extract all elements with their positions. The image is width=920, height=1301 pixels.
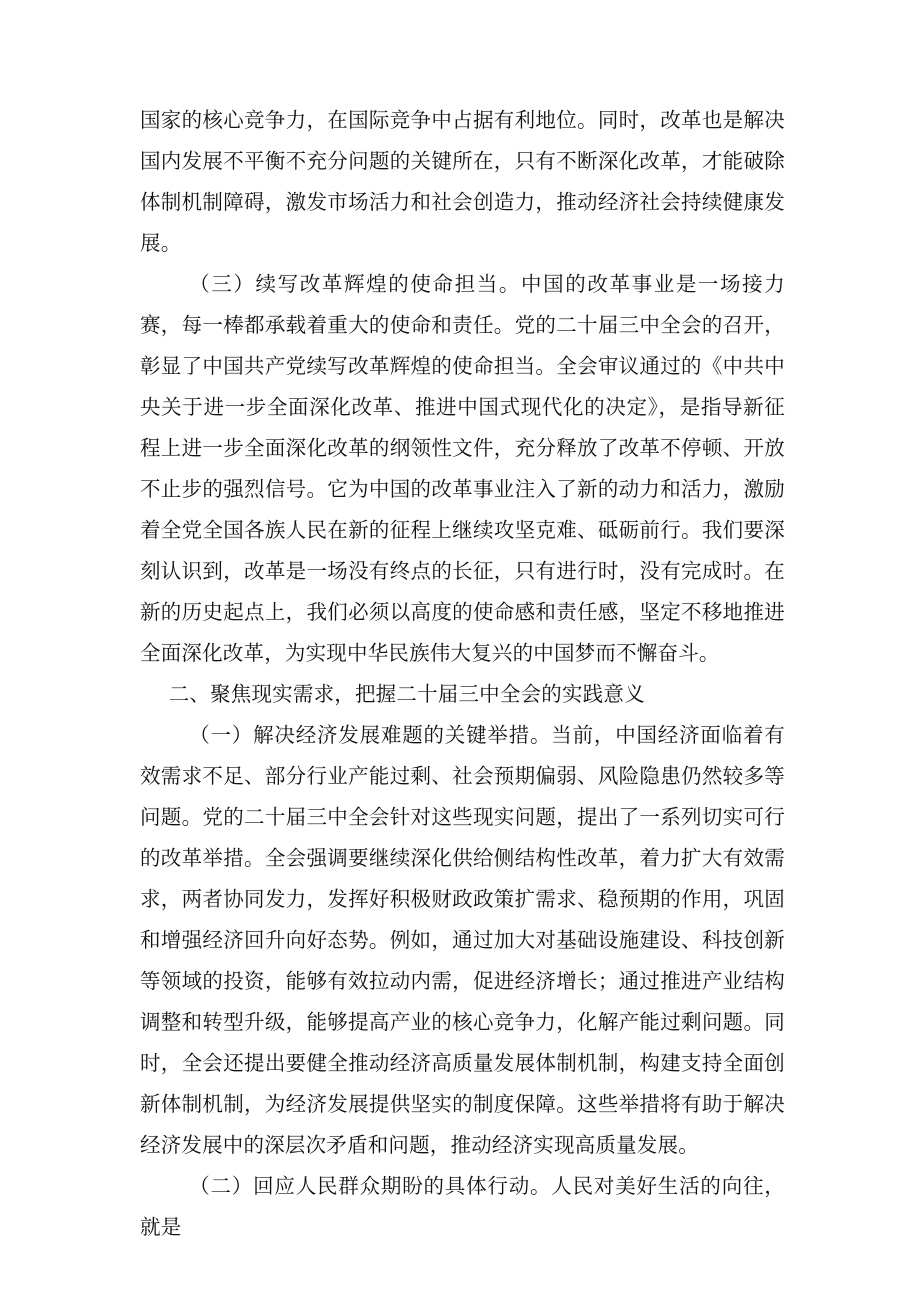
paragraph-section-3: （三）续写改革辉煌的使命担当。中国的改革事业是一场接力赛，每一棒都承载着重大的使命和责任。党的二十届三中全会的召开，彰显了中国共产党续写改革辉煌的使命担当。全会审议通过的《中共中央关于进一步全面深化改革、推进中国式现代化的决定》，是指导新征程上进一步全面深化改革的纲领性文件，充分释放了改革不停顿、开放不止步的强烈信号。它为中国的改革事业注入了新的动力和活力，激励着全党全国各族人民在新的征程上继续攻坚克难、砥砺前行。我们要深刻认识到，改革是一场没有终点的长征，只有进行时，没有完成时。在新的历史起点上，我们必须以高度的使命感和责任感，坚定不移地推进全面深化改革，为实现中华民族伟大复兴的中国梦而不懈奋斗。 (140, 272, 785, 665)
document-body (140, 100, 785, 1248)
section-heading-2: 二、聚焦现实需求，把握二十届三中全会的实践意义 (168, 682, 645, 706)
paragraph-subsection-2: （二）回应人民群众期盼的具体行动。人民对美好生活的向往，就是 (140, 1174, 785, 1239)
paragraph-continuation: 国家的核心竞争力，在国际竞争中占据有利地位。同时，改革也是解决国内发展不平衡不充分问题的关键所在，只有不断深化改革，才能破除体制机制障碍，激发市场活力和社会创造力，推动经济社会持续健康发展。 (140, 108, 785, 255)
paragraph-subsection-1: （一）解决经济发展难题的关键举措。当前，中国经济面临着有效需求不足、部分行业产能过剩、社会预期偏弱、风险隐患仍然较多等问题。党的二十届三中全会针对这些现实问题，提出了一系列切实可行的改革举措。全会强调要继续深化供给侧结构性改革，着力扩大有效需求，两者协同发力，发挥好积极财政政策扩需求、稳预期的作用，巩固和增强经济回升向好态势。例如，通过加大对基础设施建设、科技创新等领域的投资，能够有效拉动内需，促进经济增长；通过推进产业结构调整和转型升级，能够提高产业的核心竞争力，化解产能过剩问题。同时，全会还提出要健全推动经济高质量发展体制机制，构建支持全面创新体制机制，为经济发展提供坚实的制度保障。这些举措将有助于解决经济发展中的深层次矛盾和问题，推动经济实现高质量发展。 (140, 723, 785, 1157)
